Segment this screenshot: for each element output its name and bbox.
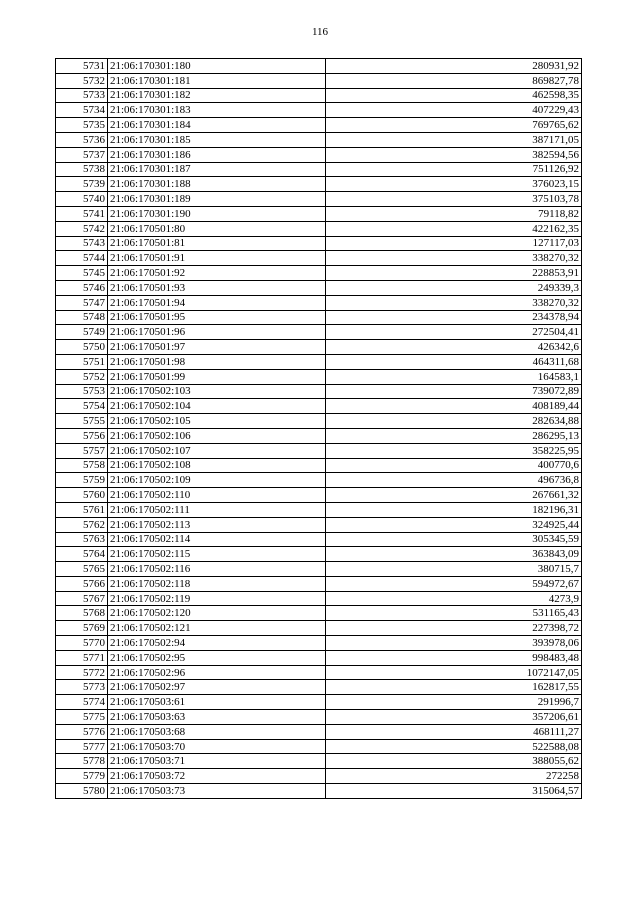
table-row: [56, 636, 582, 651]
cadastral-number-cell: 21:06:170503:68: [108, 724, 326, 739]
cadastral-number-cell: 21:06:170503:73: [108, 784, 326, 799]
amount-cell: 1072147,05: [326, 665, 582, 680]
row-number-cell: 5752: [56, 369, 108, 384]
table-row: [56, 354, 582, 369]
cadastral-number-cell: 21:06:170501:80: [108, 221, 326, 236]
row-number-cell: 5764: [56, 547, 108, 562]
amount-cell: 164583,1: [326, 369, 582, 384]
table-row: [56, 784, 582, 799]
table-row: [56, 547, 582, 562]
cadastral-number-cell: 21:06:170503:63: [108, 710, 326, 725]
amount-cell: 739072,89: [326, 384, 582, 399]
table-row: [56, 739, 582, 754]
amount-cell: 305345,59: [326, 532, 582, 547]
amount-cell: 869827,78: [326, 73, 582, 88]
table-row: [56, 266, 582, 281]
cadastral-number-cell: 21:06:170503:72: [108, 769, 326, 784]
table-row: [56, 606, 582, 621]
cadastral-number-cell: 21:06:170301:187: [108, 162, 326, 177]
row-number-cell: 5774: [56, 695, 108, 710]
cadastral-number-cell: 21:06:170501:93: [108, 280, 326, 295]
table-row: [56, 665, 582, 680]
cadastral-number-cell: 21:06:170503:61: [108, 695, 326, 710]
amount-cell: 228853,91: [326, 266, 582, 281]
row-number-cell: 5737: [56, 147, 108, 162]
amount-cell: 234378,94: [326, 310, 582, 325]
cadastral-number-cell: 21:06:170301:189: [108, 192, 326, 207]
amount-cell: 4273,9: [326, 591, 582, 606]
table-row: [56, 177, 582, 192]
row-number-cell: 5750: [56, 340, 108, 355]
row-number-cell: 5766: [56, 576, 108, 591]
table-row: [56, 517, 582, 532]
row-number-cell: 5763: [56, 532, 108, 547]
table-row: [56, 118, 582, 133]
page-number: 116: [311, 26, 329, 38]
row-number-cell: 5754: [56, 399, 108, 414]
amount-cell: 338270,32: [326, 295, 582, 310]
amount-cell: 363843,09: [326, 547, 582, 562]
amount-cell: 408189,44: [326, 399, 582, 414]
table-row: [56, 576, 582, 591]
amount-cell: 249339,3: [326, 280, 582, 295]
table-row: [56, 384, 582, 399]
amount-cell: 496736,8: [326, 473, 582, 488]
table-body: [56, 59, 582, 799]
cadastral-number-cell: 21:06:170502:104: [108, 399, 326, 414]
amount-cell: 227398,72: [326, 621, 582, 636]
amount-cell: 751126,92: [326, 162, 582, 177]
cadastral-number-cell: 21:06:170502:105: [108, 414, 326, 429]
cadastral-number-cell: 21:06:170502:120: [108, 606, 326, 621]
cadastral-number-cell: 21:06:170501:96: [108, 325, 326, 340]
table-row: [56, 502, 582, 517]
row-number-cell: 5768: [56, 606, 108, 621]
cadastral-number-cell: 21:06:170301:190: [108, 206, 326, 221]
cadastral-number-cell: 21:06:170502:103: [108, 384, 326, 399]
table-row: [56, 147, 582, 162]
row-number-cell: 5733: [56, 88, 108, 103]
amount-cell: 393978,06: [326, 636, 582, 651]
amount-cell: 531165,43: [326, 606, 582, 621]
cadastral-number-cell: 21:06:170502:111: [108, 502, 326, 517]
cadastral-number-cell: 21:06:170501:98: [108, 354, 326, 369]
row-number-cell: 5751: [56, 354, 108, 369]
amount-cell: 400770,6: [326, 458, 582, 473]
row-number-cell: 5770: [56, 636, 108, 651]
table-row: [56, 562, 582, 577]
amount-cell: 998483,48: [326, 650, 582, 665]
table-row: [56, 769, 582, 784]
table-row: [56, 221, 582, 236]
cadastral-number-cell: 21:06:170301:185: [108, 132, 326, 147]
row-number-cell: 5744: [56, 251, 108, 266]
amount-cell: 315064,57: [326, 784, 582, 799]
cadastral-number-cell: 21:06:170502:107: [108, 443, 326, 458]
table-row: [56, 754, 582, 769]
table-row: [56, 621, 582, 636]
amount-cell: 382594,56: [326, 147, 582, 162]
cadastral-number-cell: 21:06:170502:106: [108, 428, 326, 443]
row-number-cell: 5739: [56, 177, 108, 192]
row-number-cell: 5767: [56, 591, 108, 606]
row-number-cell: 5755: [56, 414, 108, 429]
cadastral-number-cell: 21:06:170502:121: [108, 621, 326, 636]
row-number-cell: 5772: [56, 665, 108, 680]
table-row: [56, 162, 582, 177]
table-row: [56, 532, 582, 547]
row-number-cell: 5780: [56, 784, 108, 799]
cadastral-number-cell: 21:06:170301:183: [108, 103, 326, 118]
amount-cell: 426342,6: [326, 340, 582, 355]
cadastral-number-cell: 21:06:170502:110: [108, 488, 326, 503]
row-number-cell: 5745: [56, 266, 108, 281]
cadastral-number-cell: 21:06:170301:186: [108, 147, 326, 162]
cadastral-number-cell: 21:06:170503:71: [108, 754, 326, 769]
table-row: [56, 399, 582, 414]
amount-cell: 464311,68: [326, 354, 582, 369]
row-number-cell: 5743: [56, 236, 108, 251]
amount-cell: 357206,61: [326, 710, 582, 725]
amount-cell: 79118,82: [326, 206, 582, 221]
table-row: [56, 443, 582, 458]
table-row: [56, 132, 582, 147]
amount-cell: 407229,43: [326, 103, 582, 118]
amount-cell: 358225,95: [326, 443, 582, 458]
row-number-cell: 5732: [56, 73, 108, 88]
table-row: [56, 650, 582, 665]
cadastral-number-cell: 21:06:170501:99: [108, 369, 326, 384]
amount-cell: 267661,32: [326, 488, 582, 503]
table-row: [56, 340, 582, 355]
row-number-cell: 5731: [56, 59, 108, 74]
table-row: [56, 458, 582, 473]
table-row: [56, 695, 582, 710]
row-number-cell: 5756: [56, 428, 108, 443]
row-number-cell: 5765: [56, 562, 108, 577]
row-number-cell: 5735: [56, 118, 108, 133]
table-row: [56, 236, 582, 251]
amount-cell: 387171,05: [326, 132, 582, 147]
table-row: [56, 414, 582, 429]
cadastral-number-cell: 21:06:170502:108: [108, 458, 326, 473]
cadastral-number-cell: 21:06:170502:113: [108, 517, 326, 532]
row-number-cell: 5740: [56, 192, 108, 207]
row-number-cell: 5738: [56, 162, 108, 177]
row-number-cell: 5775: [56, 710, 108, 725]
amount-cell: 182196,31: [326, 502, 582, 517]
table-row: [56, 59, 582, 74]
cadastral-number-cell: 21:06:170502:96: [108, 665, 326, 680]
cadastral-number-cell: 21:06:170502:118: [108, 576, 326, 591]
cadastral-number-cell: 21:06:170502:109: [108, 473, 326, 488]
row-number-cell: 5758: [56, 458, 108, 473]
amount-cell: 280931,92: [326, 59, 582, 74]
table-row: [56, 280, 582, 295]
row-number-cell: 5778: [56, 754, 108, 769]
cadastral-number-cell: 21:06:170502:95: [108, 650, 326, 665]
row-number-cell: 5777: [56, 739, 108, 754]
cadastral-number-cell: 21:06:170502:115: [108, 547, 326, 562]
cadastral-number-cell: 21:06:170301:180: [108, 59, 326, 74]
cadastral-number-cell: 21:06:170501:91: [108, 251, 326, 266]
cadastral-number-cell: 21:06:170501:94: [108, 295, 326, 310]
table-row: [56, 295, 582, 310]
cadastral-number-cell: 21:06:170301:182: [108, 88, 326, 103]
amount-cell: 422162,35: [326, 221, 582, 236]
row-number-cell: 5773: [56, 680, 108, 695]
amount-cell: 380715,7: [326, 562, 582, 577]
row-number-cell: 5736: [56, 132, 108, 147]
row-number-cell: 5759: [56, 473, 108, 488]
cadastral-number-cell: 21:06:170503:70: [108, 739, 326, 754]
cadastral-number-cell: 21:06:170501:81: [108, 236, 326, 251]
table-row: [56, 680, 582, 695]
amount-cell: 375103,78: [326, 192, 582, 207]
row-number-cell: 5749: [56, 325, 108, 340]
amount-cell: 272258: [326, 769, 582, 784]
cadastral-number-cell: 21:06:170501:97: [108, 340, 326, 355]
cadastral-number-cell: 21:06:170501:95: [108, 310, 326, 325]
table-row: [56, 88, 582, 103]
amount-cell: 388055,62: [326, 754, 582, 769]
table-row: [56, 73, 582, 88]
row-number-cell: 5761: [56, 502, 108, 517]
amount-cell: 286295,13: [326, 428, 582, 443]
row-number-cell: 5779: [56, 769, 108, 784]
cadastral-number-cell: 21:06:170301:188: [108, 177, 326, 192]
row-number-cell: 5762: [56, 517, 108, 532]
amount-cell: 522588,08: [326, 739, 582, 754]
row-number-cell: 5769: [56, 621, 108, 636]
amount-cell: 468111,27: [326, 724, 582, 739]
table-row: [56, 369, 582, 384]
row-number-cell: 5734: [56, 103, 108, 118]
amount-cell: 462598,35: [326, 88, 582, 103]
row-number-cell: 5746: [56, 280, 108, 295]
amount-cell: 282634,88: [326, 414, 582, 429]
row-number-cell: 5742: [56, 221, 108, 236]
cadastral-number-cell: 21:06:170501:92: [108, 266, 326, 281]
table-row: [56, 428, 582, 443]
amount-cell: 162817,55: [326, 680, 582, 695]
table-row: [56, 192, 582, 207]
amount-cell: 324925,44: [326, 517, 582, 532]
row-number-cell: 5748: [56, 310, 108, 325]
table-row: [56, 488, 582, 503]
table-row: [56, 473, 582, 488]
table-row: [56, 251, 582, 266]
cadastral-number-cell: 21:06:170301:181: [108, 73, 326, 88]
table-row: [56, 710, 582, 725]
row-number-cell: 5776: [56, 724, 108, 739]
amount-cell: 594972,67: [326, 576, 582, 591]
cadastral-value-table: [55, 58, 582, 799]
table-row: [56, 591, 582, 606]
cadastral-number-cell: 21:06:170502:97: [108, 680, 326, 695]
row-number-cell: 5747: [56, 295, 108, 310]
table-row: [56, 724, 582, 739]
table-row: [56, 103, 582, 118]
amount-cell: 291996,7: [326, 695, 582, 710]
cadastral-number-cell: 21:06:170301:184: [108, 118, 326, 133]
cadastral-number-cell: 21:06:170502:94: [108, 636, 326, 651]
row-number-cell: 5757: [56, 443, 108, 458]
amount-cell: 376023,15: [326, 177, 582, 192]
table-row: [56, 310, 582, 325]
amount-cell: 338270,32: [326, 251, 582, 266]
row-number-cell: 5771: [56, 650, 108, 665]
table-row: [56, 206, 582, 221]
cadastral-number-cell: 21:06:170502:119: [108, 591, 326, 606]
amount-cell: 769765,62: [326, 118, 582, 133]
cadastral-number-cell: 21:06:170502:116: [108, 562, 326, 577]
amount-cell: 127117,03: [326, 236, 582, 251]
row-number-cell: 5741: [56, 206, 108, 221]
cadastral-number-cell: 21:06:170502:114: [108, 532, 326, 547]
amount-cell: 272504,41: [326, 325, 582, 340]
row-number-cell: 5760: [56, 488, 108, 503]
row-number-cell: 5753: [56, 384, 108, 399]
table-row: [56, 325, 582, 340]
